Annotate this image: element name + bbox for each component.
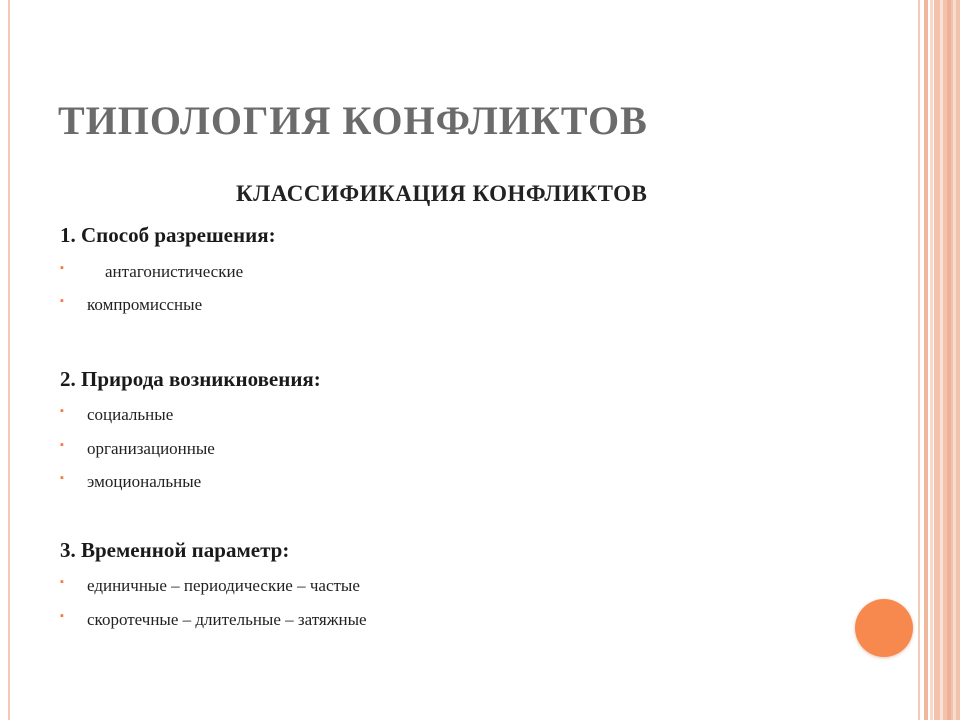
list-item-text: единичные – периодические – частые: [87, 576, 360, 595]
slide-title: ТИПОЛОГИЯ КОНФЛИКТОВ: [58, 98, 648, 143]
decorative-stripe: [947, 0, 951, 720]
decorative-orange-circle: [855, 599, 913, 657]
list-item-text: антагонистические: [105, 262, 244, 281]
section-heading-time: 3. Временной параметр:: [60, 538, 290, 562]
bullet-icon: ▪: [60, 405, 64, 417]
decorative-stripe: [924, 0, 928, 720]
decorative-stripe: [953, 0, 956, 720]
bullet-icon: ▪: [60, 262, 64, 274]
slide-subtitle: КЛАССИФИКАЦИЯ КОНФЛИКТОВ: [236, 181, 648, 206]
list-item-text: эмоциональные: [87, 472, 202, 491]
section-heading-resolution: 1. Способ разрешения:: [60, 223, 276, 247]
decorative-stripe: [918, 0, 920, 720]
decorative-stripe: [940, 0, 943, 720]
list-item-text: социальные: [87, 405, 174, 424]
bullet-icon: ▪: [60, 472, 64, 484]
bullet-icon: ▪: [60, 610, 64, 622]
list-item-text: организационные: [87, 439, 215, 458]
bullet-icon: ▪: [60, 439, 64, 451]
bullet-icon: ▪: [60, 576, 64, 588]
list-item-text: компромиссные: [87, 295, 203, 314]
left-frame-line: [8, 0, 10, 720]
list-item-text: скоротечные – длительные – затяжные: [87, 610, 367, 629]
bullet-icon: ▪: [60, 295, 64, 307]
section-heading-origin: 2. Природа возникновения:: [60, 367, 321, 391]
decorative-stripe: [930, 0, 933, 720]
